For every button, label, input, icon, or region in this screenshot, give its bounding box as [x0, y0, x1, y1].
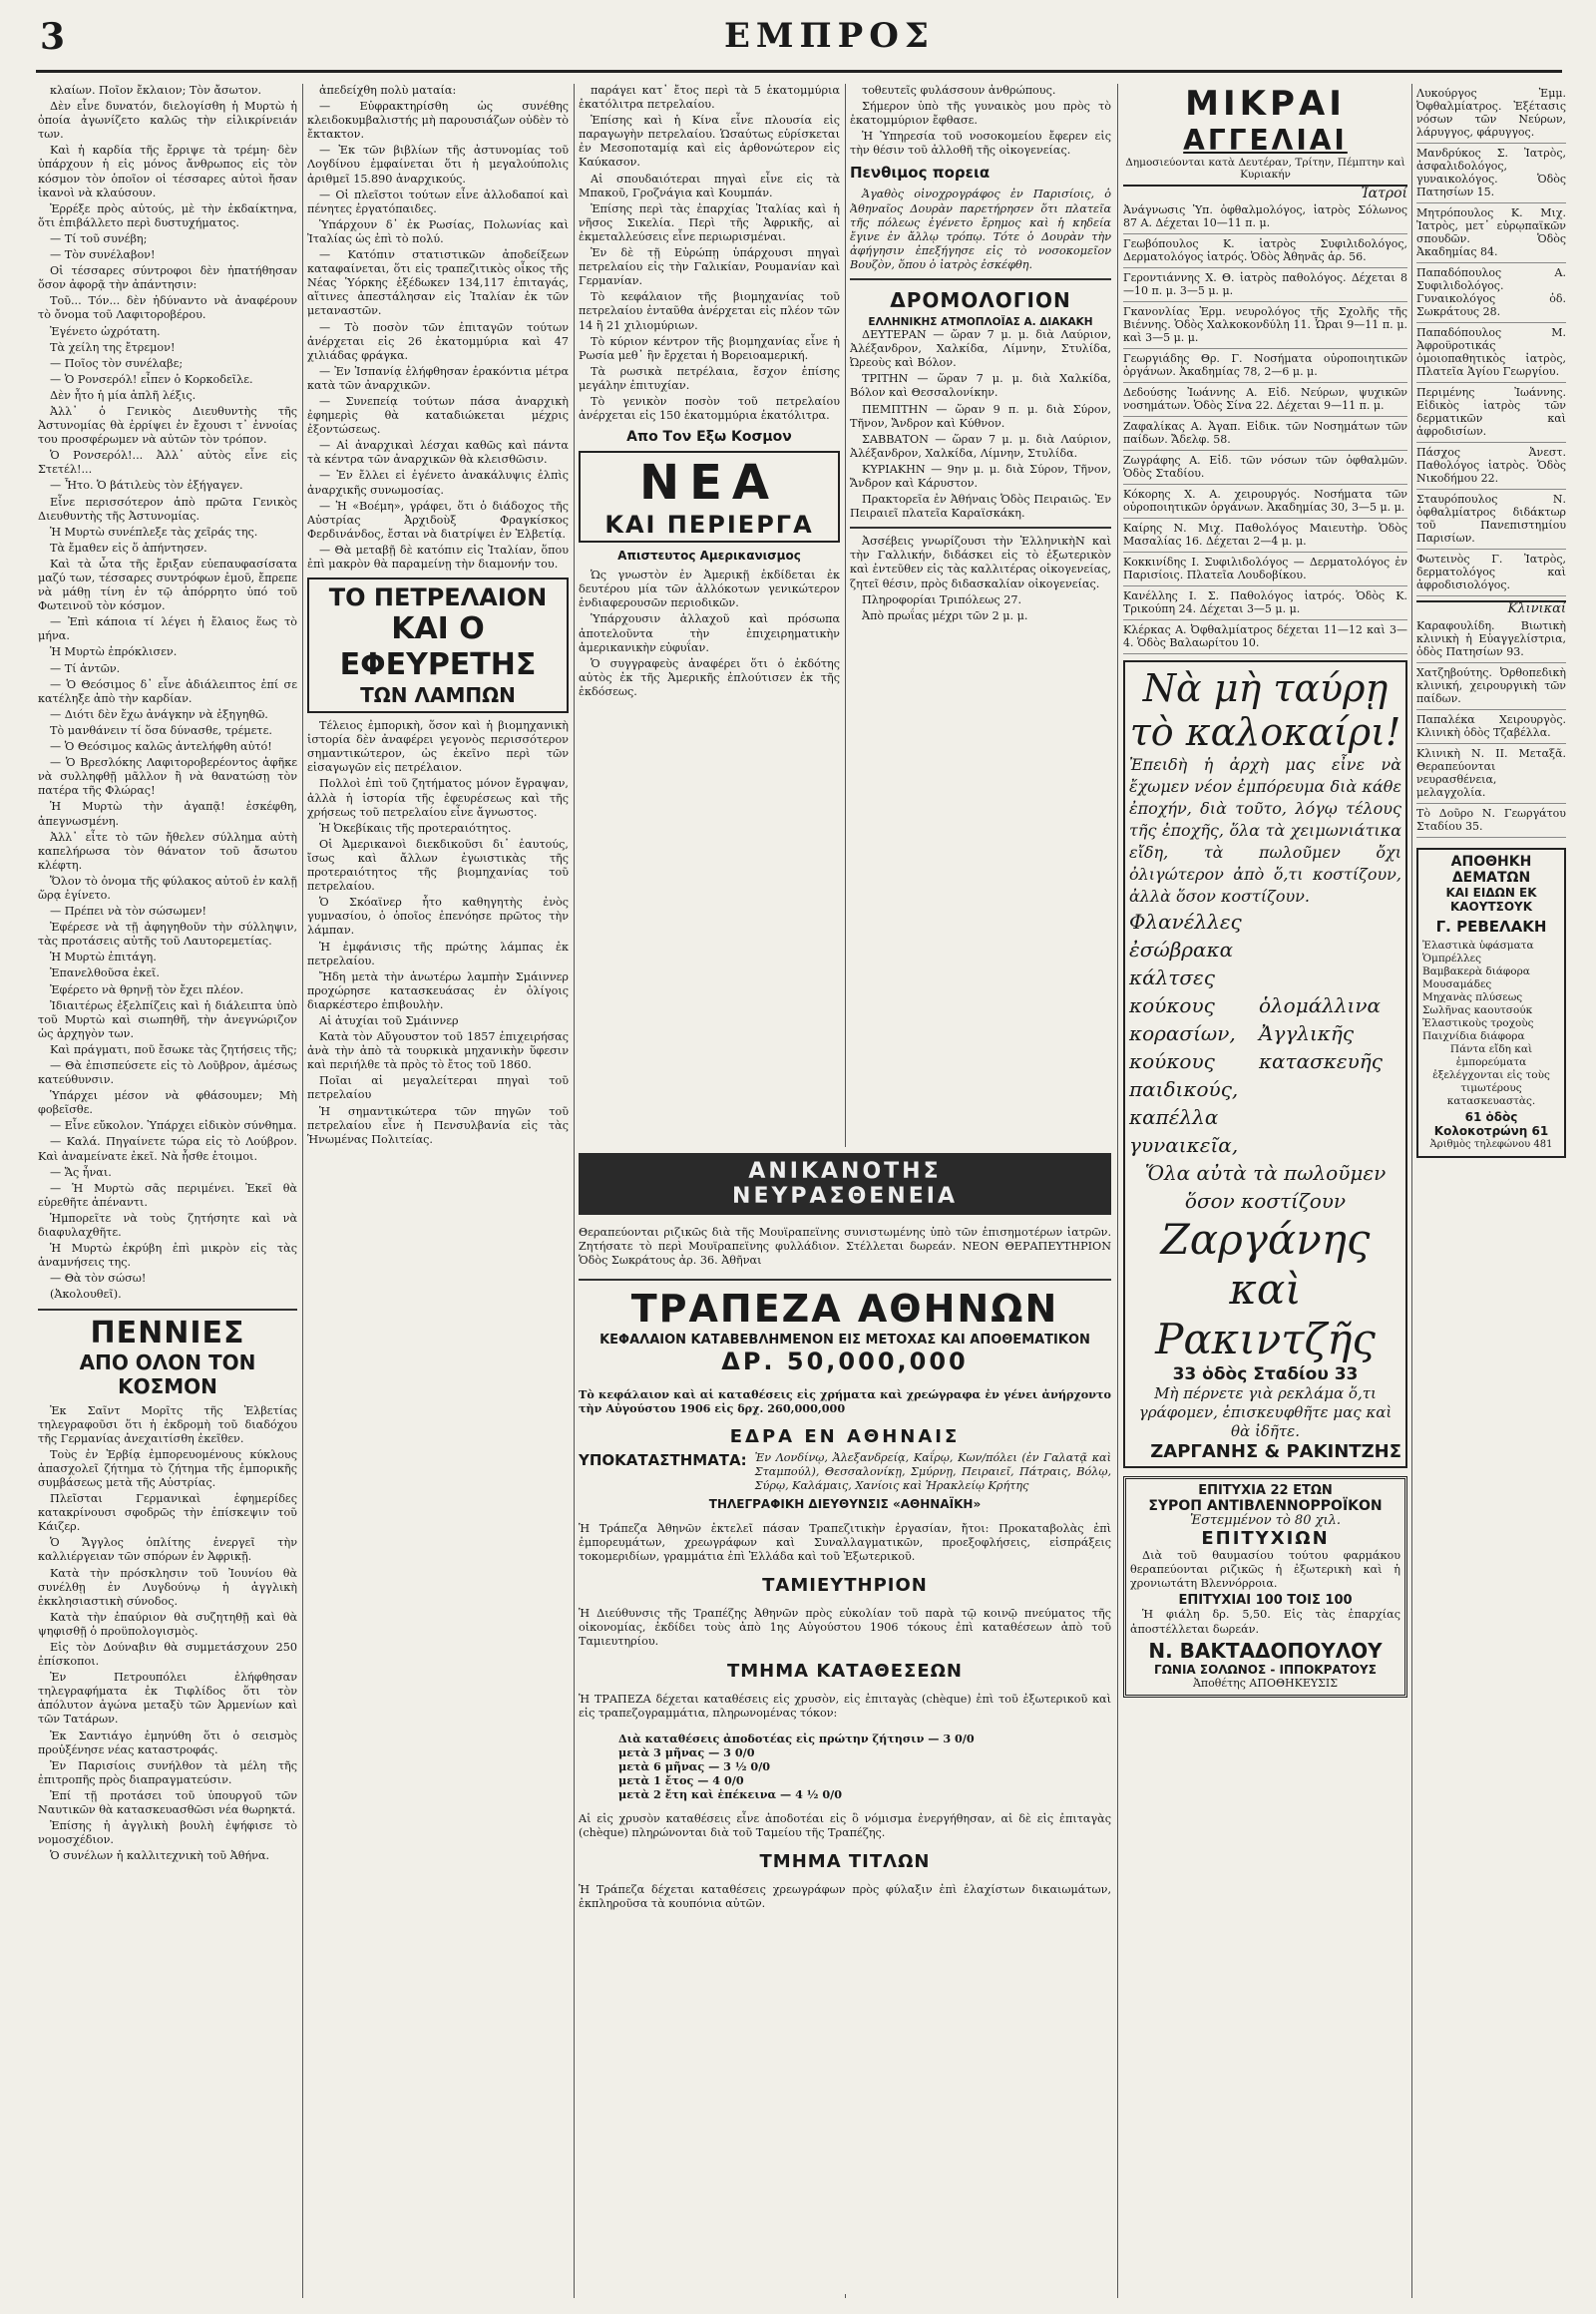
article-paragraph: Τὰ ρωσικὰ πετρέλαια, ἔσχον ἐπίσης μεγάλην ἐπιτυχίαν.: [579, 364, 840, 392]
store-item: Βαμβακερὰ διάφορα: [1422, 965, 1530, 978]
summer-brand-caps: ΖΑΡΓΑΝΗΣ & ΡΑΚΙΝΤΖΗΣ: [1150, 1441, 1401, 1463]
news-paragraph: ἀπεδείχθη πολὺ ματαία:: [319, 84, 457, 97]
item-paragraph: τοθευτεῖς φυλάσσουν ἀνθρώπους.: [862, 84, 1056, 97]
bank-branches: Ἐν Λονδίνῳ, Ἀλεξανδρείᾳ, Καΐρῳ, Κων/πόλει (ἐν Γαλατᾷ καὶ Σταμπούλ), Θεσσαλονίκῃ, Σμύρνῃ, Πειραιεῖ, Πάτραις, Βόλῳ, Σύρῳ, Καλάμαις, Χανίοις καὶ Ἡρακλείῳ Κρήτης: [754, 1450, 1111, 1492]
news-paragraph: — Εὐφρακτηρίσθη ὡς συνέθης κλειδοκυμβαλιστής μὴ παρουσιάζων οὐδὲν τὸ ἔκτακτον.: [307, 100, 569, 142]
story-paragraph: Ἐγένετο ὡχρότατη.: [50, 324, 161, 338]
syrup-price-2: Ἡ φιάλη δρ. 5,50. Εἰς τὰς ἐπαρχίας ἀποστέλλεται δωρεάν.: [1130, 1608, 1400, 1636]
syrup-epit: ΕΠΙΤΥΧΙΩΝ: [1201, 1528, 1330, 1550]
column-1: [38, 84, 297, 2298]
doctor-ad: Γεωβόπουλος Κ. ἰατρὸς Συφιλιδολόγος, Δερματολόγος ἰατρός. Ὁδὸς Ἀθηνᾶς ἀρ. 56.: [1123, 234, 1407, 268]
doctor-ad: Μανδρύκος Σ. Ἰατρὸς, ἀσφαλιδολόγος, γυναικολόγος. Ὁδὸς Πατησίων 15.: [1416, 144, 1566, 203]
doctor-ad: Κόκορης Χ. Α. χειρουργός. Νοσήματα τῶν οὐροποιητικῶν ὀργάνων. Ἀκαδημίας 30, 3—5 μ. μ.: [1123, 485, 1407, 519]
news-paragraph: — Συνεπείᾳ τούτων πάσα ἀναρχικὴ ἐφημερὶς θὰ καταδιώκεται μέχρις ἐξοντώσεως.: [307, 394, 569, 437]
news-paragraph: — Τὸ ποσὸν τῶν ἐπιταγῶν τούτων ἀνέρχεται εἰς 26 ἑκατομμύρια καὶ 47 χιλιάδας φράγκα.: [307, 320, 569, 362]
summer-notes: [1259, 991, 1401, 1075]
item-paragraph: Ἡ Ὑπηρεσία τοῦ νοσοκομείου ἔφερεν εἰς τὴν θέσιν τοῦ ἀλλοθῆ τῆς οἰκογενείας.: [850, 130, 1111, 158]
story-paragraph: Εἶνε περισσότερον ἀπὸ πρῶτα Γενικὸς Διευθυντὴς τῆς Ἀστυνομίας.: [38, 495, 297, 523]
story-paragraph: Ὅλον τὸ ὀνομα τῆς φύλακος αὐτοῦ ἐν καλῇ ὥρᾳ ἐγίνετο.: [38, 874, 297, 902]
clinics-list: [1416, 616, 1566, 838]
clinic-ad: Χατζηβούτης. Ὀρθοπεδικὴ κλινική, χειρουργικὴ τῶν παίδων.: [1416, 663, 1566, 710]
doctors-list-2: [1416, 84, 1566, 596]
news-paragraph: Ἐπί τῇ προτάσει τοῦ ὑπουργοῦ τῶν Ναυτικῶν θὰ κατασκευασθῶσι νέα θωρηκτά.: [38, 1788, 297, 1817]
brief-news: [307, 84, 569, 572]
article-paragraph: Ἐν δὲ τῇ Εὐρώπῃ ὑπάρχουσι πηγαὶ πετρελαίου εἰς τὴν Γαλικίαν, Ρουμανίαν καὶ Γερμανίαν.: [579, 246, 840, 288]
doctor-ad: Μητρόπουλος Κ. Μιχ. Ἰατρὸς, μετ᾽ εὐρῳπαϊκῶν σπουδῶν. Ὁδὸς Ἀκαδημίας 84.: [1416, 203, 1566, 263]
summer-note-1: ὁλομάλλινα: [1258, 993, 1382, 1018]
news-paragraph: Ἐκ Σαῖντ Μορῖτς τῆς Ἐλβετίας τηλεγραφοῦσι ὅτι ἡ ἐκδρομὴ τοῦ διαδόχου τῆς Γερμανίας ἀνεχαιτίσθη ἐκεῖθεν.: [38, 1403, 297, 1445]
banner-text: Θεραπεύονται ριζικῶς διὰ τῆς Μουϊραπεϊνης συνιστωμένης ὑπὸ τῶν ἐπισημοτέρων ἰατρῶν. Ζητήσατε τὸ περὶ Μουϊραπεϊνης φυλλάδιον. Στέλλεται δωρεάν. ΝΕΟΝ ΘΕΡΑΠΕΥΤΗΡΙΟΝ Ὁδὸς Σωκράτους ἀρ. 36. Ἀθῆναι: [579, 1226, 1111, 1268]
news-paragraph: Τοὺς ἐν Ἑρβίᾳ ἐμπορευομένους κύκλους ἀπασχολεῖ ζήτημα τὸ ζήτημα τῆς ἐμπορικῆς συμβάσεως μετὰ τῆς Αὐστρίας.: [38, 1447, 297, 1489]
summer-item: καπέλλα γυναικεῖα,: [1129, 1105, 1239, 1158]
doctor-ad: Κανέλλης Ι. Σ. Παθολόγος ἰατρός. Ὁδὸς Κ. Τρικούπη 24. Δέχεται 3—5 μ. μ.: [1123, 586, 1407, 620]
doctor-ad: Φωτεινὸς Γ. Ἰατρὸς, δερματολόγος καὶ ἀφροδισιολόγος.: [1416, 550, 1566, 596]
story-paragraph: κλαίων. Ποῖον ἔκλαιον; Τὸν ἄσωτον.: [50, 84, 262, 97]
story-paragraph: Ἀλλ᾽ ὁ Γενικὸς Διευθυντὴς τῆς Ἀστυνομίας θὰ ἐρρίψει ἐν ἔχουσι τ᾽ ἐννοίας του προσφέρωμεν νὰ αὐτῶν τὸν τρόπον.: [38, 404, 297, 447]
titles-header: ΤΜΗΜΑ ΤΙΤΛΩΝ: [759, 1851, 931, 1873]
story-paragraph: Καὶ πράγματι, ποῦ ἔσωκε τὰς ζητήσεις τῆς;: [50, 1042, 297, 1056]
bank-branches-label: ΥΠΟΚΑΤΑΣΤΗΜΑΤΑ:: [579, 1450, 747, 1469]
newspaper-name: ΕΜΠΡΟΣ: [724, 16, 935, 56]
story-paragraph: Ἡ Μυρτὼ ἐπρόκλισεν.: [50, 645, 178, 659]
feature-paragraph: Πολλοὶ ἐπὶ τοῦ ζητήματος μόνον ἔγραψαν, ἀλλὰ ἡ ἱστορία τῆς ἐφευρέσεως καὶ τῆς χρήσεως τοῦ πετρελαίου εἶνε ἄγνωστος.: [307, 777, 569, 819]
feature-title-1: ΤΟ ΠΕΤΡΕΛΑΙΟΝ: [328, 583, 548, 612]
tutor-hours: Ἀπὸ πρωΐας μέχρι τῶν 2 μ. μ.: [862, 608, 1028, 622]
column-rule: [1411, 84, 1412, 2298]
nea-subtitle: ΚΑΙ ΠΕΡΙΕΡΓΑ: [604, 511, 814, 540]
news-paragraph: Πλεῖσται Γερμανικαὶ ἐφημερίδες κατακρίνουσι σφοδρῶς τὴν ἐπίσκεψιν τοῦ Κάιζερ.: [38, 1492, 297, 1534]
story-paragraph: Ἡ Μυρτὼ συνέπλεξε τὰς χεῖράς της.: [50, 525, 258, 539]
summer-item: κούκους παιδικούς,: [1129, 1049, 1239, 1102]
doctor-ad: Γεροντιάννης Χ. Θ. ἰατρὸς παθολόγος. Δέχεται 8—10 π. μ. 3—5 μ. μ.: [1123, 268, 1407, 302]
item-paragraph: Σήμερον ὑπὸ τῆς γυναικὸς μου πρὸς τὸ ἑκατομμύριον ἔφθασε.: [850, 100, 1111, 128]
news-paragraph: Κατὰ τὴν ἐπαύριον θὰ συζητηθῇ καὶ θὰ ψηφισθῇ ὁ προϋπολογισμὸς.: [38, 1610, 297, 1638]
obituary-header: Πενθιμος πορεια: [850, 164, 991, 183]
feature-paragraph: Ὁ Σκόαϊνερ ἦτο καθηγητὴς ἐνὸς γυμνασίου, ὁ ὁποῖος ἐπενόησε πρῶτος τὴν λάμπαν.: [307, 896, 569, 938]
tutor-info: Πληροφορίαι Τριπόλεως 27.: [862, 592, 1022, 606]
story-paragraph: Τὰ χείλη της ἔτρεμον!: [50, 340, 176, 354]
syrup-shop: Ν. ΒΑΚΤΑΔΟΠΟΥΛΟΥ: [1148, 1638, 1383, 1663]
bank-services: Ἡ Τράπεζα Ἀθηνῶν ἐκτελεῖ πάσαν Τραπεζιτικὴν ἐργασίαν, ἤτοι: Προκαταβολὰς ἐπὶ ἐμπορευμάτων, χρεωγράφων καὶ Συναλλαγματικῶν, προεξοφλήσεις, εἰσπράξεις τοκομεριδίων, γραμμάτια ἐπὶ Ἑλλάδα καὶ τοῦ Ἐξωτερικοῦ.: [579, 1521, 1111, 1563]
summer-items: [1129, 908, 1259, 1159]
masthead: [36, 10, 1562, 73]
syrup-text: Διὰ τοῦ θαυμασίου τούτου φαρμάκου θεραπεύονται ριζικῶς ἡ ἐξωτερικὴ καὶ ἡ χρονιωτάτη Βλεννόρροια.: [1130, 1549, 1400, 1591]
news-subtitle: ΑΠΟ ΟΛΟΝ ΤΟΝ ΚΟΣΜΟΝ: [79, 1350, 256, 1398]
news-paragraph: Ὑπάρχουν δ᾽ ἐκ Ρωσίας, Πολωνίας καὶ Ἰταλίας ὡς ἐπὶ τὸ πολύ.: [307, 217, 569, 245]
gold-text: Αἱ εἰς χρυσὸν καταθέσεις εἶνε ἀποδοτέαι εἰς ὃ νόμισμα ἐνεργήθησαν, αἱ δὲ εἰς ἐπιταγὰς (chèque) πληρώνονται διὰ τοῦ Ταμείου τῆς Τραπέζης.: [579, 1812, 1111, 1840]
bank-hq: ΕΔΡΑ ΕΝ ΑΘΗΝΑΙΣ: [729, 1425, 961, 1447]
rate-row: μετὰ 3 μῆνας — 3 0/0: [618, 1744, 755, 1759]
route-entry: ΠΕΜΠΤΗΝ — ὥραν 9 π. μ. διὰ Σύρον, Τῆνον, Ἄνδρον καὶ Κύθνον.: [850, 402, 1111, 430]
article-paragraph: Ἐπίσης καὶ ἡ Κίνα εἶνε πλουσία εἰς παραγωγὴν πετρελαίου. Ὡσαύτως εὑρίσκεται ἐν Μεσοποταμίᾳ καὶ εἰς ἀρθονώτερον εἰς Καύκασον.: [579, 114, 840, 170]
doctor-ad: Παπαδόπουλος Α. Συφιλιδολόγος. Γυναικολόγος ὁδ. Σωκράτους 28.: [1416, 263, 1566, 323]
story-paragraph: — Τί τοῦ συνέβη;: [50, 231, 148, 245]
store-head-1: ΑΠΟΘΗΚΗ ΔΕΜΑΤΩΝ: [1450, 854, 1532, 887]
summer-title: Νὰ μὴ ταύρῃ τὸ καλοκαίρι!: [1129, 666, 1401, 755]
doctor-ad: Ζωγράφης Α. Εἰδ. τῶν νόσων τῶν ὀφθαλμῶν. Ὁδὸς Σταδίου.: [1123, 451, 1407, 485]
deposits-header: ΤΜΗΜΑ ΚΑΤΑΘΕΣΕΩΝ: [726, 1660, 963, 1682]
store-items: [1422, 940, 1560, 1043]
syrup-price: Ἐστεμμένον τὸ 80 χιλ.: [1190, 1513, 1341, 1529]
obituary-text: Ἀγαθὸς οἰνοχρογράφος ἐν Παρισίοις, ὁ Ἀθηναῖος Δουρὰν παρετήρησεν ὅτι πλατεῖα τῆς πόλεως ἐγένετο ἔρημος καὶ ἡ κηδεία ἔγινε ἐν ἄλλῳ τρόπῳ. Τότε ὁ Δουρὰν τὴν ἀφήγησιν ἐπεξήγησε εἰς τὸ νοσοκομεῖον Βουζὸν, ὅπου ὁ ἰατρὸς ἐσκέφθη.: [850, 188, 1111, 271]
feature-paragraph: Ἤδη μετὰ τὴν ἀνωτέρω λαμπὴν Σμάιννερ προχώρησε κατασκευάσας ἐν ὀλίγοις διαρκέστερο ἐπιβουλὴν.: [307, 969, 569, 1011]
store-item: Ἐλαστικοὺς τροχοὺς: [1422, 1017, 1534, 1030]
route-subheader: ΕΛΛΗΝΙΚΗΣ ΑΤΜΟΠΛΟΪΑΣ Α. ΔΙΑΚΑΚΗ: [868, 316, 1093, 329]
news-paragraph: Ἐπίσης ἡ ἀγγλικὴ βουλὴ ἐψήφισε τὸ νομοσχέδιον.: [38, 1819, 297, 1847]
syrup-head-2: ΣΥΡΟΠ ΑΝΤΙΒΛΕΝΝΟΡΡΟΪΚΟΝ: [1148, 1498, 1383, 1515]
story-paragraph: — Ἐπὶ κάποια τί λέγει ἡ ἔλαιος ἕως τὸ μήνα.: [38, 615, 297, 643]
classified-title-2: ΑΓΓΕΛΙΑΙ: [1183, 124, 1348, 157]
article-paragraph: Τὸ γενικὸν ποσὸν τοῦ πετρελαίου ἀνέρχεται εἰς 150 ἑκατομμύρια ἑκατόλιτρα.: [579, 394, 840, 423]
bank-telegraph: ΤΗΛΕΓΡΑΦΙΚΗ ΔΙΕΥΘΥΝΣΙΣ «ΑΘΗΝΑΪΚΗ»: [708, 1496, 982, 1511]
bank-branches-row: [579, 1451, 1111, 1493]
store-item: Σωλῆνας καουτσούκ: [1422, 1004, 1533, 1017]
story-paragraph: — Θὰ τὸν σώσω!: [50, 1272, 147, 1286]
store-phone: Ἀριθμὸς τηλεφώνου 481: [1429, 1139, 1553, 1151]
article-paragraph: Ἐπίσης περὶ τὰς ἐπαρχίας Ἰταλίας καὶ ἡ νῆσος Σικελία. Περὶ τῆς Ἀφρικῆς, αἱ ἐκμεταλλεύσεις εἶνε περιωρισμέναι.: [579, 201, 840, 243]
route-entry: ΔΕΥΤΕΡΑΝ — ὥραν 7 μ. μ. διὰ Λαύριον, Ἀλέξανδρον, Χαλκίδα, Λίμνην, Στυλίδα, Ὠρεοὺς καὶ Βόλον.: [850, 328, 1111, 370]
story-paragraph: Τὸ μανθάνειν τί ὅσα δύνασθε, τρέμετε.: [50, 723, 272, 737]
column-5: [1123, 84, 1407, 2298]
feature-paragraph: Ἡ Ὀκεβίκαις τῆς προτεραιότητος.: [319, 821, 512, 835]
summer-item: Φλανέλλες: [1129, 910, 1242, 935]
feature-article: [307, 719, 569, 1147]
bank-capital: ΔΡ. 50,000,000: [721, 1348, 969, 1376]
news-header: [38, 1317, 297, 1398]
news-paragraph: — Κατόπιν στατιστικῶν ἀποδείξεων καταφαίνεται, ὅτι εἰς τραπεζιτικὸς οἶκος τῆς Νέας Ὑόρκης ἐξέδωκεν 134,117 ἐπιταγάς, αἵτινες ἀπεστάλησαν εἰς Ἰταλίαν ἐκ τῶν μεταναστῶν.: [307, 248, 569, 318]
story-paragraph: — Καλά. Πηγαίνετε τώρα εἰς τὸ Λούβρον. Καὶ ἀναμείνατε ἐκεῖ. Νὰ ἦσθε ἑτοιμοι.: [38, 1135, 297, 1163]
doctors-list: [1123, 200, 1407, 654]
syrup-head-1: ΕΠΙΤΥΧΙΑ 22 ΕΤΩΝ: [1198, 1483, 1333, 1499]
store-item: Παιχνίδια διάφορα: [1422, 1030, 1525, 1043]
syrup-corner: ΓΩΝΙΑ ΣΟΛΩΝΟΣ - ΙΠΠΟΚΡΑΤΟΥΣ: [1154, 1662, 1377, 1677]
bank-ad-area: [579, 1147, 1111, 2294]
clinic-ad: Κλινικὴ Ν. ΙΙ. Μεταξᾶ. Θεραπεύονται νευρασθένεια, μελαγχολία.: [1416, 744, 1566, 804]
doctor-ad: Σταυρόπουλος Ν. ὀφθαλμίατρος διδάκτωρ τοῦ Πανεπιστημίου Παρισίων.: [1416, 490, 1566, 550]
news-paragraph: — Αἱ ἀναρχικαὶ λέσχαι καθῶς καὶ πάντα τὰ κέντρα τῶν ἀναρχικῶν θὰ κλεισθῶσιν.: [307, 439, 569, 467]
nea-paragraph: Ὁ συγγραφεὺς ἀναφέρει ὅτι ὁ ἐκδότης αὐτὸς ἐκ τῆς Ἀμερικῆς ἐπλούτισεν ἐκ τῆς ἐκδόσεως.: [579, 656, 840, 698]
rate-row: μετὰ 6 μῆνας — 3 ½ 0/0: [618, 1758, 771, 1773]
story-paragraph: Ὑπάρχει μέσον νὰ φθάσουμεν; Μὴ φοβεῖσθε.: [38, 1089, 297, 1117]
news-paragraph: Κατὰ τὴν πρόσκλησιν τοῦ Ἰουνίου θὰ συνέλθῃ ἐν Λυγδούνῳ ἡ ἀγγλικὴ ἐκκλησιαστικὴ σύνοδος.: [38, 1566, 297, 1608]
story-paragraph: Ὁ Ρονσερόλ!... Ἀλλ᾽ αὐτὸς εἶνε εἰς Στετέλ!...: [38, 449, 297, 477]
savings-header: ΤΑΜΙΕΥΤΗΡΙΟΝ: [762, 1575, 928, 1597]
syrup-offer: ΕΠΙΤΥΧΙΑΙ 100 ΤΟΙΣ 100: [1178, 1593, 1353, 1609]
classified-title: ΜΙΚΡΑΙ: [1185, 84, 1346, 124]
column-6: [1416, 84, 1566, 2298]
feature-paragraph: Ποῖαι αἱ μεγαλείτεραι πηγαὶ τοῦ πετρελαίου: [307, 1074, 569, 1102]
article-paragraph: Αἱ σπουδαιότεραι πηγαὶ εἶνε εἰς τὰ Μπακοῦ, Γροζνάγια καὶ Κουμπάν.: [579, 172, 840, 199]
story-paragraph: Ἡμπορεῖτε νὰ τοὺς ζητήσητε καὶ νὰ διαφυλαχθῆτε.: [38, 1211, 297, 1240]
feature-title-box: [307, 578, 569, 713]
article-paragraph: παράγει κατ᾽ ἔτος περὶ τὰ 5 ἑκατομμύρια ἑκατόλιτρα πετρελαίου.: [579, 84, 840, 112]
summer-text: Ἐπειδὴ ἡ ἀρχὴ μας εἶνε νὰ ἔχωμεν νέον ἐμπόρευμα διὰ κάθε ἐποχήν, διὰ τοῦτο, λόγῳ τέλους τῆς ἐποχῆς, ὅλα τὰ χειμωνιάτικα εἴδη, τὰ πωλοῦμεν ὄχι ὀλιγώτερον ἀπὸ ὅ,τι κοστίζουν, ἀλλὰ ὅσον κοστίζουν.: [1129, 755, 1401, 907]
story-paragraph: Ἰδιαιτέρως ἐξελπίζεις καὶ ἡ διάλειπτα ὑπὸ τοῦ Μυρτὼ καὶ σιωπηθῆ, τὴν ἀνεγνώριζον ὡς ἀρχηγὸν των.: [38, 998, 297, 1040]
route-entry: ΣΑΒΒΑΤΟΝ — ὥραν 7 μ. μ. διὰ Λαύριον, Ἀλέξανδρον, Χαλκίδα, Λίμνην, Στυλίδα.: [850, 432, 1111, 460]
syrup-stores: Ἀποθέτης ΑΠΟΘΗΚΕΥΣΙΣ: [1192, 1676, 1339, 1690]
bank-capital-label: ΚΕΦΑΛΑΙΟΝ ΚΑΤΑΒΕΒΛΗΜΕΝΟΝ ΕΙΣ ΜΕΤΟΧΑΣ ΚΑΙ ΑΠΟΘΕΜΑΤΙΚΟΝ: [599, 1333, 1090, 1349]
story-paragraph: — Τί ἀντῶν.: [50, 661, 121, 675]
route-list: [850, 328, 1111, 491]
route-entry: ΚΥΡΙΑΚΗΝ — 9ην μ. μ. διὰ Σύρον, Τῆνον, Ἄνδρον καὶ Κάρυστον.: [850, 462, 1111, 490]
nea-paragraph: Ὑπάρχουσιν ἀλλαχοῦ καὶ πρόσωπα ἀποτελοῦντα τὴν ἐπιχειρηματικὴν ἀμερικανικὴν εὐφυΐαν.: [579, 612, 840, 654]
clinic-ad: Τὸ Δοῦρο Ν. Γεωργάτου Σταδίου 35.: [1416, 804, 1566, 838]
feature-paragraph: Κατὰ τὸν Αὔγουστον τοῦ 1857 ἐπιχειρήσας ἀνὰ τὴν ἀπὸ τὰ τουρκικὰ μηχανικὴν ὕφεσιν καὶ περιήλθε τὰ πρὸς τὸ ἔτος τοῦ 1860.: [307, 1030, 569, 1072]
nea-title: ΝΕΑ: [638, 455, 780, 512]
summer-address: 33 ὁδὸς Σταδίου 33: [1172, 1364, 1359, 1385]
rubber-store-ad: [1416, 848, 1566, 1158]
story-paragraph: Οἱ τέσσαρες σύντροφοι δὲν ἠπατήθησαν ὅσον ἀφορᾷ τὴν ἀπάντησιν:: [38, 264, 297, 292]
news-paragraph: — Ἐν Ἱσπανίᾳ ἐλήφθησαν ἐρακόντια μέτρα κατὰ τῶν ἀναρχικῶν.: [307, 364, 569, 392]
story-paragraph: — Διότι δὲν ἔχω ἀνάγκην νὰ ἐξηγηθῶ.: [50, 707, 268, 721]
foreign-header: Απο Τον Εξω Κοσμον: [626, 429, 792, 446]
doctors-header: Ἰατροί: [1361, 186, 1407, 201]
doctor-ad: Δεδούσης Ἰωάννης Α. Εἰδ. Νεύρων, ψυχικῶν νοσημάτων. Ὁδὸς Σίνα 22. Δέχεται 9—11 π. μ.: [1123, 383, 1407, 417]
doctor-ad: Ἀνάγνωσις Ὑπ. ὀφθαλμολόγος, ἰατρὸς Σόλωνος 87 Α. Δέχεται 10—11 π. μ.: [1123, 200, 1407, 234]
column-rule: [302, 84, 303, 2298]
doctor-ad: Λυκούργος Ἐμμ. Ὀφθαλμίατρος. Ἐξέτασις νόσων τῶν Νεύρων, λάρυγγος, φάρυγγος.: [1416, 84, 1566, 144]
divider: [579, 1279, 1111, 1281]
store-head-2: ΚΑΙ ΕΙΔΩΝ ΕΚ ΚΑΟΥΤΣΟΥΚ: [1445, 886, 1537, 915]
story-paragraph: (Ἀκολουθεῖ).: [50, 1288, 122, 1302]
short-items: [850, 84, 1111, 158]
banner-line-1: ΑΝΙΚΑΝΟΤΗΣ: [748, 1159, 942, 1184]
clinics-header: Κλινικαί: [1416, 600, 1566, 616]
store-item: Ἐλαστικὰ ὑφάσματα: [1422, 940, 1534, 953]
page-number: 3: [40, 16, 66, 58]
feature-paragraph: Οἱ Ἀμερικανοὶ διεκδικοῦσι δι᾽ ἑαυτούς, ἴσως καὶ ἄλλων ἐγωιστικὰς τῆς προτεραιότητος τῆς βιομηχανίας τοῦ πετρελαίου.: [307, 837, 569, 894]
doctor-ad: Παπαδόπουλος Μ. Ἀφροϋροτικάς ὁμοιοπαθητικὸς ἰατρὸς, Πλατεῖα Ἁγίου Γεωργίου.: [1416, 323, 1566, 383]
story-paragraph: Ἡ Μυρτὼ ἐπιτάγη.: [50, 951, 157, 964]
doctor-ad: Γκανονλίας Ἑρμ. νευρολόγος τῆς Σχολῆς τῆς Βιέννης. Ὁδὸς Χαλκοκονδύλη 11. Ὧραι 9—11 π. μ. καὶ 3—5 μ. μ.: [1123, 302, 1407, 349]
story-paragraph: Ἐφέρετο νὰ θρηνῇ τὸν ἔχει πλέον.: [50, 982, 244, 996]
story-paragraph: Δὲν ἦτο ἡ μία ἁπλῆ λέξις.: [50, 388, 197, 402]
divider: [850, 527, 1111, 529]
bank-deposits: Τὸ κεφάλαιον καὶ αἱ καταθέσεις εἰς χρήματα καὶ χρεώγραφα ἐν γένει ἀνήρχοντο τὴν Αὐγούστου 1906 εἰς δρχ. 260,000,000: [579, 1386, 1111, 1415]
news-paragraph: Εἰς τὸν Δούναβιν θὰ συμμετάσχουν 250 ἐπίσκοποι.: [38, 1641, 297, 1669]
route-header: ΔΡΟΜΟΛΟΓΙΟΝ: [890, 288, 1071, 313]
story-paragraph: Τοῦ... Τόν... δὲν ἠδύναντο νὰ ἀναφέρουν τὸ ὄνομα τοῦ Λαφιτοροβέρου.: [38, 294, 297, 322]
summer-item: ἐσώβρακα: [1129, 938, 1234, 963]
summer-note-2: Ἀγγλικῆς κατασκευῆς: [1258, 1021, 1383, 1074]
news-paragraph: Ὁ Ἄγγλος ὁπλίτης ἐνεργεῖ τὴν καλλιέργειαν τῶν σπόρων ἐν Ἀφρικῇ.: [38, 1536, 297, 1564]
titles-text: Ἡ Τράπεζα δέχεται καταθέσεις χρεωγράφων πρὸς φύλαξιν ἐπὶ ἐλαχίστων δικαιωμάτων, ἐκπληροῦσα τὰ κουπόνια αὐτῶν.: [579, 1883, 1111, 1911]
story-paragraph: — Θὰ ἐπισπεύσετε εἰς τὸ Λοῦβρον, ἀμέσως κατεύθυνσιν.: [38, 1059, 297, 1087]
story-paragraph: Καὶ ἡ καρδία τῆς ἔρριψε τὰ τρέμη· δὲν ὑπάρχουν ἡ εἰς μόνος ἄνθρωπος εἰς τὸν κόσμον τὸν ὁποῖον οἱ τέσσαρες αὐτοὶ ἤσαν ἰκανοὶ νὰ κλαύσουν.: [38, 144, 297, 199]
tutor-ad: Ἀσσέβεις γνωρίζουσι τὴν ἙλληνικὴΝ καὶ τὴν Γαλλικήν, διδάσκει εἰς τὸ ἐξωτερικὸν καὶ ἐντεῦθεν εἰς τὰς καλλιτέρας οἰκογενείας, ζητεῖ θέσιν, πρὸς διδασκαλίαν οἰκογενείας.: [850, 535, 1111, 590]
story-paragraph: — Ἄς ἦναι.: [50, 1165, 112, 1179]
clinic-ad: Παπαλέκα Χειρουργὸς. Κλινικὴ ὁδὸς Τζαβέλλα.: [1416, 710, 1566, 744]
article-paragraph: Τὸ κύριον κέντρον τῆς βιομηχανίας εἶνε ἡ Ρωσία μεθ᾽ ἣν ἔρχεται ἡ Βορειοαμερική.: [579, 334, 840, 362]
summer-items-row: [1129, 908, 1401, 1159]
store-item: Ὁμπρέλλες: [1422, 953, 1481, 965]
story-paragraph: — Ἡ Μυρτὼ σᾶς περιμένει. Ἐκεῖ θὰ εὑρεθῆτε ἀπέναντι.: [38, 1181, 297, 1209]
banner-line-2: ΝΕΥΡΑΣΘΕΝΕΙΑ: [732, 1184, 958, 1209]
store-address: 61 ὁδὸς Κολοκοτρώνη 61: [1433, 1110, 1549, 1139]
story-paragraph: Ἐφέρεσε νὰ τῇ ἀφηγηθοῦν τὴν σύλληψιν, τὰς προτάσεις αὐτῆς τοῦ Λαυτορεμετίας.: [38, 921, 297, 949]
news-paragraph: Ἐν Πετρουπόλει ἐλήφθησαν τηλεγραφήματα ἐκ Τιφλίδος ὅτι τὸν ἀπόλυτον ἀγώνα μεταξὺ τῶν Ἀρμενίων καὶ τῶν Τατάρων.: [38, 1671, 297, 1727]
story-paragraph: — Ὁ Ρονσερόλ! εἶπεν ὁ Κορκοδεῖλε.: [50, 372, 253, 386]
doctor-ad: Περιμένης Ἰωάννης. Εἰδικὸς ἰατρὸς τῶν δερματικῶν καὶ ἀφροδισίων.: [1416, 383, 1566, 443]
neurasthenia-banner: [579, 1153, 1111, 1215]
news-paragraph: Ἐκ Σαντιάγο ἐμηνύθη ὅτι ὁ σεισμὸς προὐξένησε νέας καταστροφάς.: [38, 1729, 297, 1756]
summer-closing: Ὅλα αὐτὰ τὰ πωλοῦμεν ὅσον κοστίζουν: [1144, 1161, 1387, 1214]
nea-paragraph: Ὡς γνωστὸν ἐν Ἀμερικῇ ἐκδίδεται ἐκ δευτέρου μία τῶν ἀλλόκοτων γενικώτερον ἐνδιαφερουσῶν περιοδικῶν.: [579, 569, 840, 610]
summer-item: κούκους κορασίων,: [1129, 993, 1236, 1046]
nea-subhead: Απιστευτος Αμερικανισμος: [617, 549, 801, 564]
deposits-text: Ἡ ΤΡΑΠΕΖΑ δέχεται καταθέσεις εἰς χρυσὸν, εἰς ἐπιταγὰς (chèque) ἐπὶ τοῦ ἐξωτερικοῦ καὶ εἰς τραπεζογραμμάτια, πληρωνομένας τόκον:: [579, 1692, 1111, 1720]
summer-brand: Ζαργάνης καὶ Ρακιντζῆς: [1155, 1215, 1376, 1364]
story-paragraph: — Εἶνε εὔκολον. Ὑπάρχει εἰδικὸν σύνθημα.: [50, 1119, 297, 1133]
feature-paragraph: Αἱ ἀτυχίαι τοῦ Σμάιννερ: [319, 1013, 459, 1027]
doctor-ad: Κοκκινίδης Ι. Συφιλιδολόγος — Δερματολόγος ἐν Παρισίοις. Πλατεῖα Λουδοβίκου.: [1123, 553, 1407, 586]
column-2: [307, 84, 569, 2298]
story-paragraph: — Ὁ Βρεσλόκης Λαφιτοροβερέοντος ἀφῆκε νὰ συλληφθῇ μᾶλλον ἢ νὰ θανατώσῃ τὸν πατέρα τῆς Φλώρας!: [38, 756, 297, 798]
rate-row: Διὰ καταθέσεις ἀποδοτέας εἰς πρώτην ζήτησιν — 3 0/0: [618, 1731, 975, 1745]
savings-text: Ἡ Διεύθυνσις τῆς Τραπέζης Ἀθηνῶν πρὸς εὐκολίαν τοῦ παρὰ τῷ κοινῷ πνεύματος τῆς οἰκονομίας, ἐκδίδει τοὺς ἀπὸ 1ης Αὐγούστου 1906 τόκους ἐπὶ καταθέσεων ἀπὸ τοῦ Ταμιευτηρίου.: [579, 1607, 1111, 1649]
story-paragraph: — Ὁ Θεόσιμος δ᾽ εἶνε ἀδιάλειπτος ἐπί σε κατέληξε ἀπὸ τὴν καρδίαν.: [38, 677, 297, 705]
story-paragraph: Ἡ Μυρτὼ ἐκρύβη ἐπὶ μικρὸν εἰς τὰς ἀναμνήσεις της.: [38, 1242, 297, 1270]
feature-paragraph: Τέλειος ἐμπορικὴ, ὅσον καὶ ἡ βιομηχανικὴ ἱστορία δὲν ἀναφέρει γεγονὸς περισσότερον σημαντικώτερον, ὡς ἐκεῖνο περὶ τῶν εἰσαγωγῶν εἰς πετρέλαιον.: [307, 719, 569, 775]
store-owner: Γ. ΡΕΒΕΛΑΚΗ: [1435, 918, 1547, 937]
feature-paragraph: Ἡ σημαντικώτερα τῶν πηγῶν τοῦ πετρελαίου εἶνε ἡ Πενσυλβανία εἰς τὰς Ἡνωμένας Πολιτείας.: [307, 1104, 569, 1146]
story-paragraph: Ἐπανελθοῦσα ἐκεῖ.: [50, 966, 160, 980]
story-paragraph: — Πρέπει νὰ τὸν σώσωμεν!: [50, 905, 207, 919]
story-paragraph: Καὶ τὰ ὦτα τῆς ἔριξαν εὐεπαυφασίσατα μαζύ των, τέσσαρες συντρόφων ἐμοῦ, ἔπρεπε νὰ μάθῃ τίνη ἐν τῷ ἀπόρρητο ὑπό τοῦ Φωτεινοῦ τὸν κόσμον.: [38, 557, 297, 613]
story-paragraph: Ἐρρέξε πρὸς αὐτούς, μὲ τὴν ἐκδαίκτηνα, ὅτι ἐπιβάλλετο περὶ δυστυχήματος.: [38, 201, 297, 229]
article-paragraph: Τὸ κεφάλαιον τῆς βιομηχανίας τοῦ πετρελαίου ἐνταῦθα ἀνέρχεται εἰς πλέον τῶν 14 ἢ 21 χιλιομύριων.: [579, 290, 840, 332]
syrup-ad: [1123, 1476, 1407, 1698]
feature-title-3: ΤΩΝ ΛΑΜΠΩΝ: [360, 683, 516, 708]
summer-advice: Μὴ πέρνετε γιὰ ρεκλάμα ὅ,τι γράφομεν, ἐπισκευφθῆτε μας καὶ θὰ ἰδῆτε.: [1138, 1384, 1393, 1441]
clinic-ad: Καραφουλίδη. Βιωτικὴ κλινικὴ ἡ Εὐαγγελίστρια, ὁδὸς Πατησίων 93.: [1416, 616, 1566, 663]
news-paragraph: — Οἱ πλεῖστοι τούτων εἶνε ἀλλοδαποί καὶ πένητες ἐργατόπαιδες.: [307, 188, 569, 215]
rate-row: μετὰ 2 ἔτη καὶ ἐπέκεινα — 4 ½ 0/0: [618, 1786, 842, 1801]
story-paragraph: — Τὸν συνέλαβον!: [50, 248, 156, 262]
news-title: ΠΕΝΝΙΕΣ: [90, 1315, 245, 1350]
world-news: [38, 1404, 297, 1864]
nea-box: [579, 451, 840, 543]
doctor-ad: Καίρης Ν. Μιχ. Παθολόγος Μαιευτὴρ. Ὁδὸς Μασαλίας 16. Δέχεται 2—4 μ. μ.: [1123, 519, 1407, 553]
feature-title-2: ΚΑΙ Ο ΕΦΕΥΡΕΤΗΣ: [339, 611, 537, 683]
classified-header: [1123, 84, 1407, 187]
story-paragraph: Τὰ ἔμαθεν εἰς ὅ ἀπήντησεν.: [50, 541, 207, 555]
route-entry: ΤΡΙΤΗΝ — ὥραν 7 μ. μ. διὰ Χαλκίδα, Βόλον καὶ Θεσσαλονίκην.: [850, 372, 1111, 400]
news-paragraph: — Ἡ «Βοέμη», γράφει, ὅτι ὁ διάδοχος τῆς Αὐστρίας Ἀρχιδοὺξ Φραγκίσκος Φερδινάνδος, ἔσται νὰ διατρίψει ἐν Ἑλβετίᾳ.: [307, 499, 569, 541]
divider: [850, 278, 1111, 280]
rates-list: [579, 1732, 1111, 1801]
story-paragraph: — Ἦτο. Ὁ βάτιλεὺς τὸν ἐξήγαγεν.: [50, 479, 243, 493]
doctor-ad: Κλέρκας Α. Ὀφθαλμίατρος δέχεται 11—12 καὶ 3—4. Ὁδὸς Βαλαωρίτου 10.: [1123, 620, 1407, 654]
rate-row: μετὰ 1 ἔτος — 4 0/0: [618, 1772, 744, 1787]
news-paragraph: — Ἐν ἔλλει εἰ ἐγένετο ἀνακάλυψις ἐλπὶς ἀναρχικῆς συνωμοσίας.: [307, 469, 569, 497]
feature-paragraph: Ἡ ἐμφάνισις τῆς πρώτης λάμπας ἐκ πετρελαίου.: [307, 940, 569, 967]
zarganis-ad: [1123, 660, 1407, 1468]
news-paragraph: — Ἐκ τῶν βιβλίων τῆς ἀστυνομίας τοῦ Λογδίνου ἐμφαίνεται ὅτι ἡ μεγαλούπολις ἀριθμεῖ 15.890 ἀναρχικούς.: [307, 144, 569, 186]
store-note: Πάντα εἴδη καὶ ἐμπορεύματα ἐξελέγχονται εἰς τοὺς τιμωτέρους κατασκευαστὰς.: [1432, 1043, 1550, 1108]
serial-story: [38, 84, 297, 1303]
story-paragraph: Ἡ Μυρτὼ τὴν ἀγαπᾷ! ἐσκέφθη, ἀπεγνωσμένη.: [38, 800, 297, 828]
bank-title: ΤΡΑΠΕΖΑ ΑΘΗΝΩΝ: [630, 1287, 1059, 1332]
store-item: Μουσαμάδες: [1422, 978, 1492, 991]
news-paragraph: — Θὰ μεταβῇ δὲ κατόπιν εἰς Ἰταλίαν, ὅπου ἐπὶ μακρὸν θὰ παραμείνῃ τὴν διαμονήν του.: [307, 543, 569, 571]
news-paragraph: Ἐν Παρισίοις συνήλθον τὰ μέλη τῆς ἐπιτροπῆς πρὸς διαπραγματεύσιν.: [38, 1758, 297, 1786]
column-rule: [1117, 84, 1118, 2298]
doctor-ad: Γεωργιάδης Θρ. Γ. Νοσήματα οὐροποιητικῶν ὀργάνων. Ἀκαδημίας 78, 2—6 μ. μ.: [1123, 349, 1407, 383]
divider: [38, 1309, 297, 1311]
news-paragraph: Ὁ συνέλων ἡ καλλιτεχνικὴ τοῦ Ἀθήνα.: [50, 1849, 270, 1863]
store-item: Μηχανὰς πλύσεως: [1422, 991, 1523, 1004]
route-office: Πρακτορεῖα ἐν Ἀθήναις Ὁδὸς Πειραιῶς. Ἐν Πειραιεῖ πλατεῖα Καραϊσκάκη.: [850, 493, 1111, 521]
doctor-ad: Πάσχος Ἀνεστ. Παθολόγος ἰατρὸς. Ὁδὸς Νικοδήμου 22.: [1416, 443, 1566, 490]
story-paragraph: Δὲν εἶνε δυνατόν, διελογίσθη ἡ Μυρτὼ ἡ ὁποία ἀγωνίζετο καλῶς τὴν εἰλικρίνειάν των.: [38, 100, 297, 142]
summer-item: κάλτσες: [1129, 965, 1215, 990]
story-paragraph: Ἀλλ᾽ εἶτε τὸ τῶν ἤθελεν σύλλημα αὐτὴ καπελήρωσα τὸν θάνατον τοῦ ἄσωτου κλέφτη.: [38, 830, 297, 872]
nea-article: [579, 569, 840, 699]
doctor-ad: Ζαφαλίκας Α. Ἀγαπ. Εἰδικ. τῶν Νοσημάτων τῶν παίδων. Ἄδελφ. 58.: [1123, 417, 1407, 451]
classified-note: Δημοσιεύονται κατὰ Δευτέραν, Τρίτην, Πέμπτην καὶ Κυριακήν: [1125, 157, 1405, 181]
story-paragraph: — Ποῖος τὸν συνέλαβε;: [50, 356, 184, 370]
oil-article-continued: [579, 84, 840, 423]
column-rule: [574, 84, 575, 2298]
story-paragraph: — Ὁ Θεόσιμος καλῶς ἀντελήφθη αὐτό!: [50, 740, 272, 754]
